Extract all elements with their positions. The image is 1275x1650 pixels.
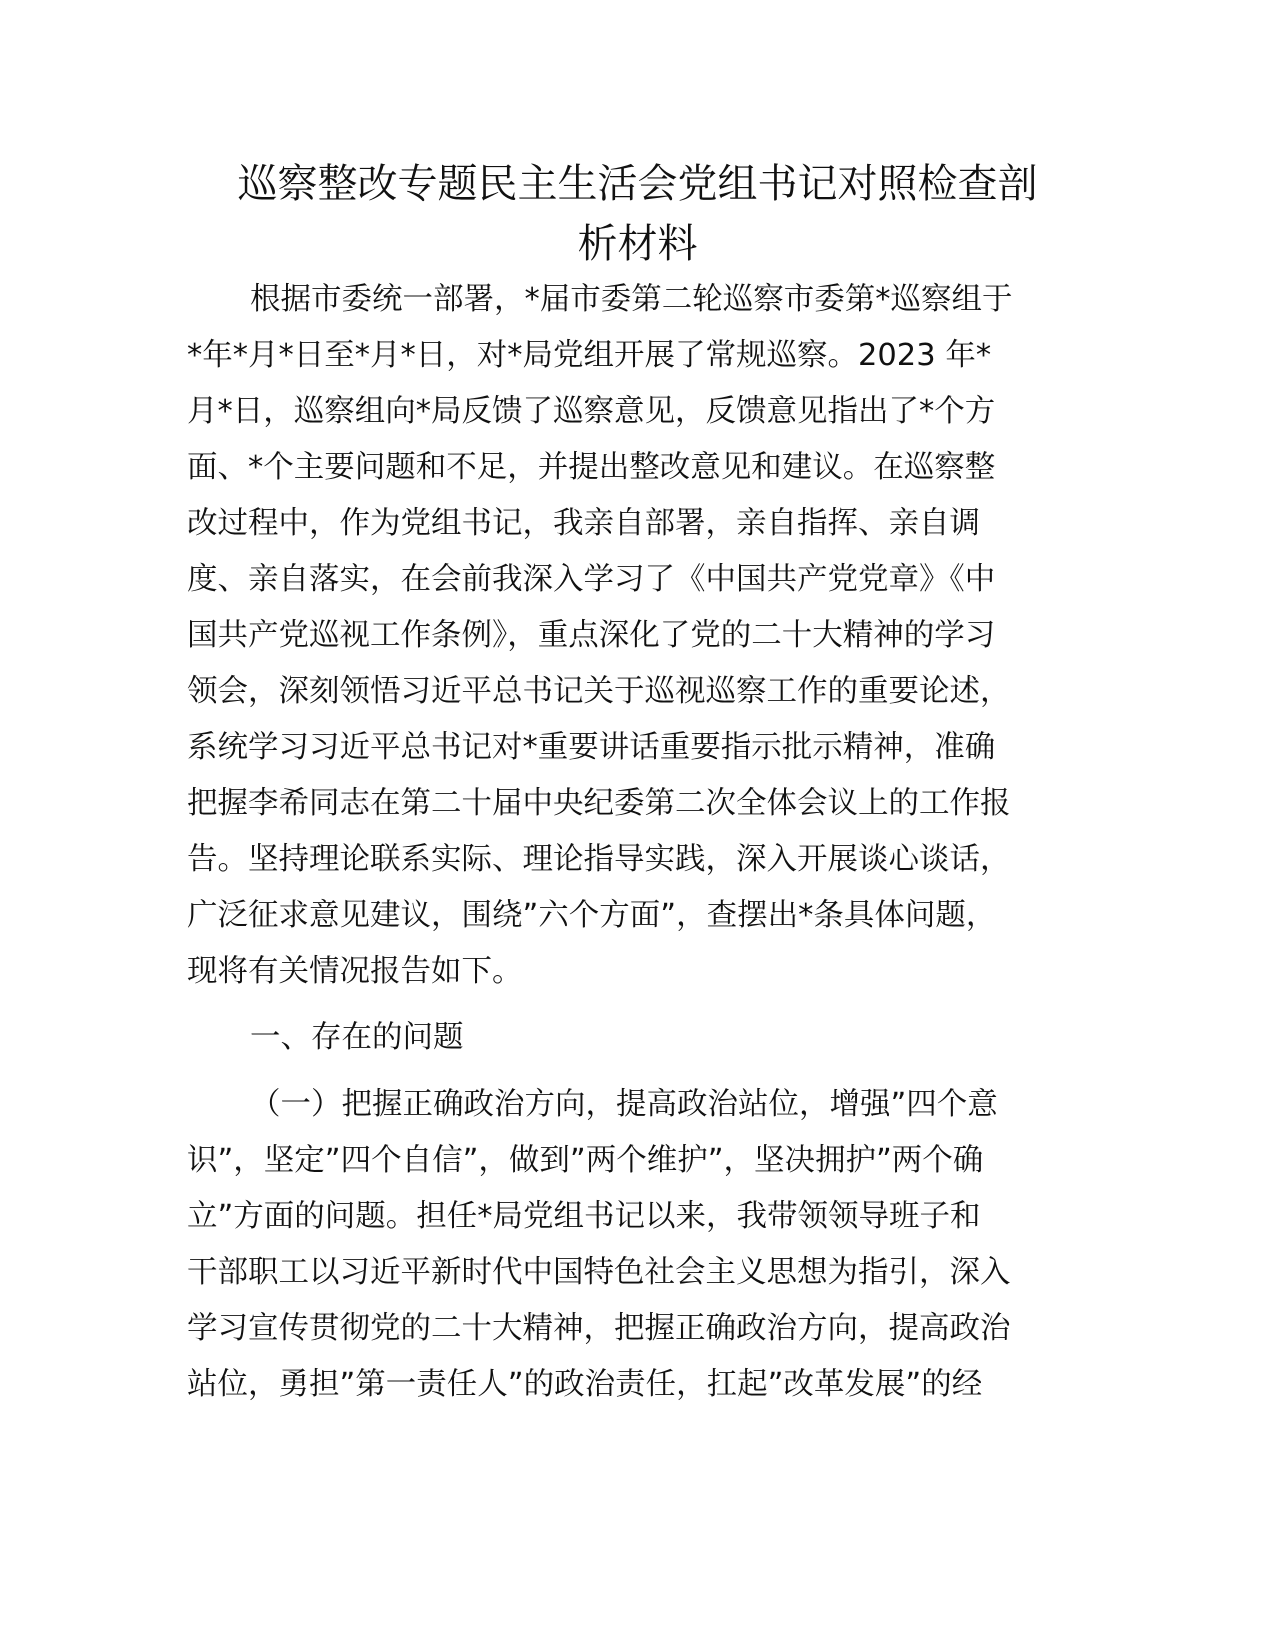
section1-line: 识”，坚定”四个自信”，做到”两个维护”，坚决拥护”两个确 <box>187 1143 984 1178</box>
intro-line: 根据市委统一部署，*届市委第二轮巡察市委第*巡察组于 <box>250 282 1013 317</box>
intro-line: 现将有关情况报告如下。 <box>187 954 523 989</box>
intro-line: 月*日，巡察组向*局反馈了巡察意见，反馈意见指出了*个方 <box>187 394 996 429</box>
section-heading: 一、存在的问题 <box>250 1020 464 1055</box>
section1-line: （一）把握正确政治方向，提高政治站位，增强”四个意 <box>250 1087 998 1122</box>
document-title-line-1: 巡察整改专题民主生活会党组书记对照检查剖 <box>237 161 1038 207</box>
intro-line: 面、*个主要问题和不足，并提出整改意见和建议。在巡察整 <box>187 450 996 485</box>
section1-line: 干部职工以习近平新时代中国特色社会主义思想为指引，深入 <box>187 1255 1011 1290</box>
intro-line: 把握李希同志在第二十届中央纪委第二次全体会议上的工作报 <box>187 786 1011 821</box>
intro-line: 国共产党巡视工作条例》，重点深化了党的二十大精神的学习 <box>187 618 996 653</box>
intro-line: 系统学习习近平总书记对*重要讲话重要指示批示精神，准确 <box>187 730 996 765</box>
intro-line: 改过程中，作为党组书记，我亲自部署，亲自指挥、亲自调 <box>187 506 980 541</box>
intro-line: 度、亲自落实，在会前我深入学习了《中国共产党党章》《中 <box>187 562 996 597</box>
section1-line: 站位，勇担”第一责任人”的政治责任，扛起”改革发展”的经 <box>187 1367 983 1402</box>
section1-line: 立”方面的问题。担任*局党组书记以来，我带领领导班子和 <box>187 1199 981 1234</box>
intro-line: 领会，深刻领悟习近平总书记关于巡视巡察工作的重要论述， <box>187 674 1011 709</box>
intro-line: 广泛征求意见建议，围绕”六个方面”，查摆出*条具体问题， <box>187 898 997 933</box>
section1-line: 学习宣传贯彻党的二十大精神，把握正确政治方向，提高政治 <box>187 1311 1011 1346</box>
document-title-line-2: 析材料 <box>577 221 698 267</box>
intro-line: *年*月*日至*月*日，对*局党组开展了常规巡察。2023 年* <box>187 338 992 373</box>
intro-line: 告。坚持理论联系实际、理论指导实践，深入开展谈心谈话， <box>187 842 1011 877</box>
